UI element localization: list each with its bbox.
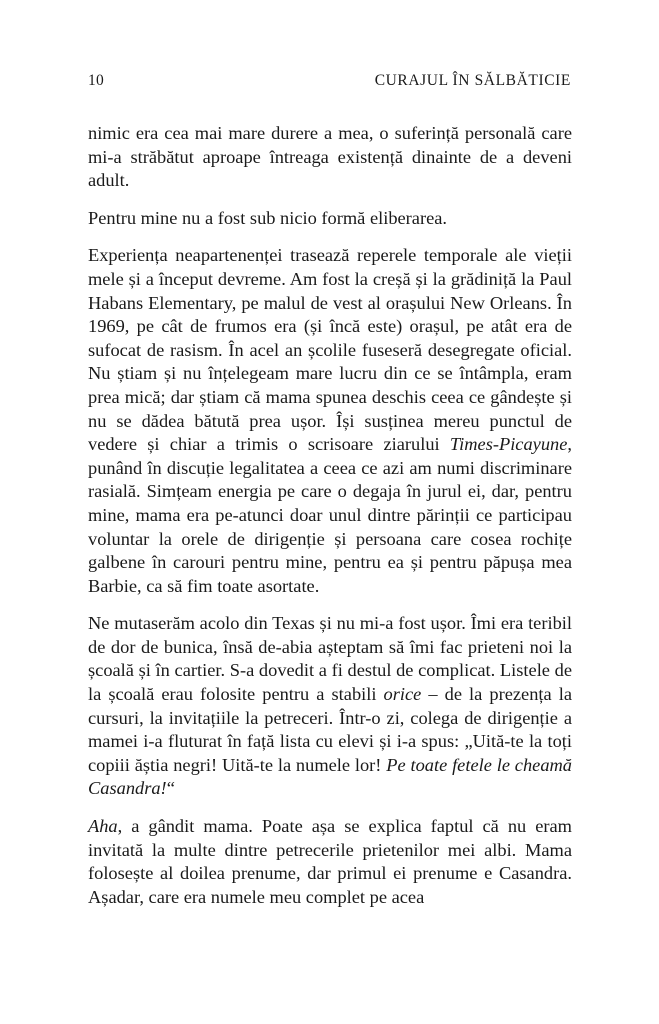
paragraph-3	[88, 244, 572, 598]
paragraph-3-text-a: Experiența neapartenenței trasează reperele temporale ale vieții mele și a început devreme. Am fost la creșă și la grădiniță la Paul Habans Elementary, pe malul de vest al orașului New Orleans. În 1969, pe cât de frumos era (și încă este) orașul, pe atât era de sufocat de rasism. În acel an școlile fuseseră desegregate oficial. Nu știam și nu înțelegeam mare lucru din ce se întâmpla, eram prea mică; dar știam că mama spunea deschis ceea ce gândește și nu se dădea bătută prea ușor. Își susținea mereu punctul de vedere și chiar a trimis o scrisoare ziarului	[88, 245, 572, 455]
paragraph-1	[88, 122, 572, 193]
emphasis-orice: orice	[383, 684, 422, 705]
body-text	[88, 122, 572, 909]
paragraph-2	[88, 207, 572, 231]
page-number: 10	[88, 72, 104, 89]
closing-quote-mark: “	[166, 778, 175, 799]
emphasis-quote: Pe toate fetele le cheamă Casandra!	[88, 754, 572, 799]
paragraph-4-text-a: Ne mutaserăm acolo din Texas și nu mi-a fost ușor. Îmi era teribil de dor de bunica, însă de-abia așteptam să îmi fac prieteni noi la școală și în cartier. S-a dovedit a fi destul de complicat. Listele de la școală erau folosite pentru a stabili	[88, 613, 572, 705]
paragraph-5-text: , a gândit mama. Poate așa se explica faptul că nu eram invitată la multe dintre petrecerile prietenilor mei albi. Mama folosește al doilea prenume, dar primul ei prenume e Casandra. Așadar, care era numele meu complet pe acea	[88, 816, 572, 907]
emphasis-aha: Aha	[88, 816, 118, 837]
paragraph-2-text: Pentru mine nu a fost sub nicio formă eliberarea.	[88, 207, 448, 228]
paragraph-1-text: nimic era cea mai mare durere a mea, o suferință personală care mi-a străbătut aproape întreaga existență dinainte de a deveni adult.	[88, 123, 572, 191]
paragraph-4	[88, 612, 572, 801]
paragraph-5	[88, 815, 572, 909]
paragraph-4-text-b: – de la prezența la cursuri, la invitațiile la petreceri. Într-o zi, colega de dirigenție a mamei i-a fluturat în față lista cu elevi și i-a spus: „Uită-te la toți copiii ăștia negri! Uită-te la numele lor!	[88, 684, 572, 775]
paragraph-3-text-b: , punând în discuție legalitatea a ceea ce azi am numi discriminare rasială. Simțeam energia pe care o degaja în jurul ei, dar, pentru mine, mama era pe-atunci doar unul dintre părinții ce participau voluntar la orele de dirigenție și persoana care cosea rochițe galbene în carouri pentru mine, pentru ea și pentru păpușa mea Barbie, ca să fim toate asortate.	[88, 434, 572, 596]
newspaper-title: Times-Picayune	[449, 434, 568, 455]
running-title: CURAJUL ÎN SĂLBĂTICIE	[374, 72, 571, 89]
page-header	[88, 72, 571, 90]
